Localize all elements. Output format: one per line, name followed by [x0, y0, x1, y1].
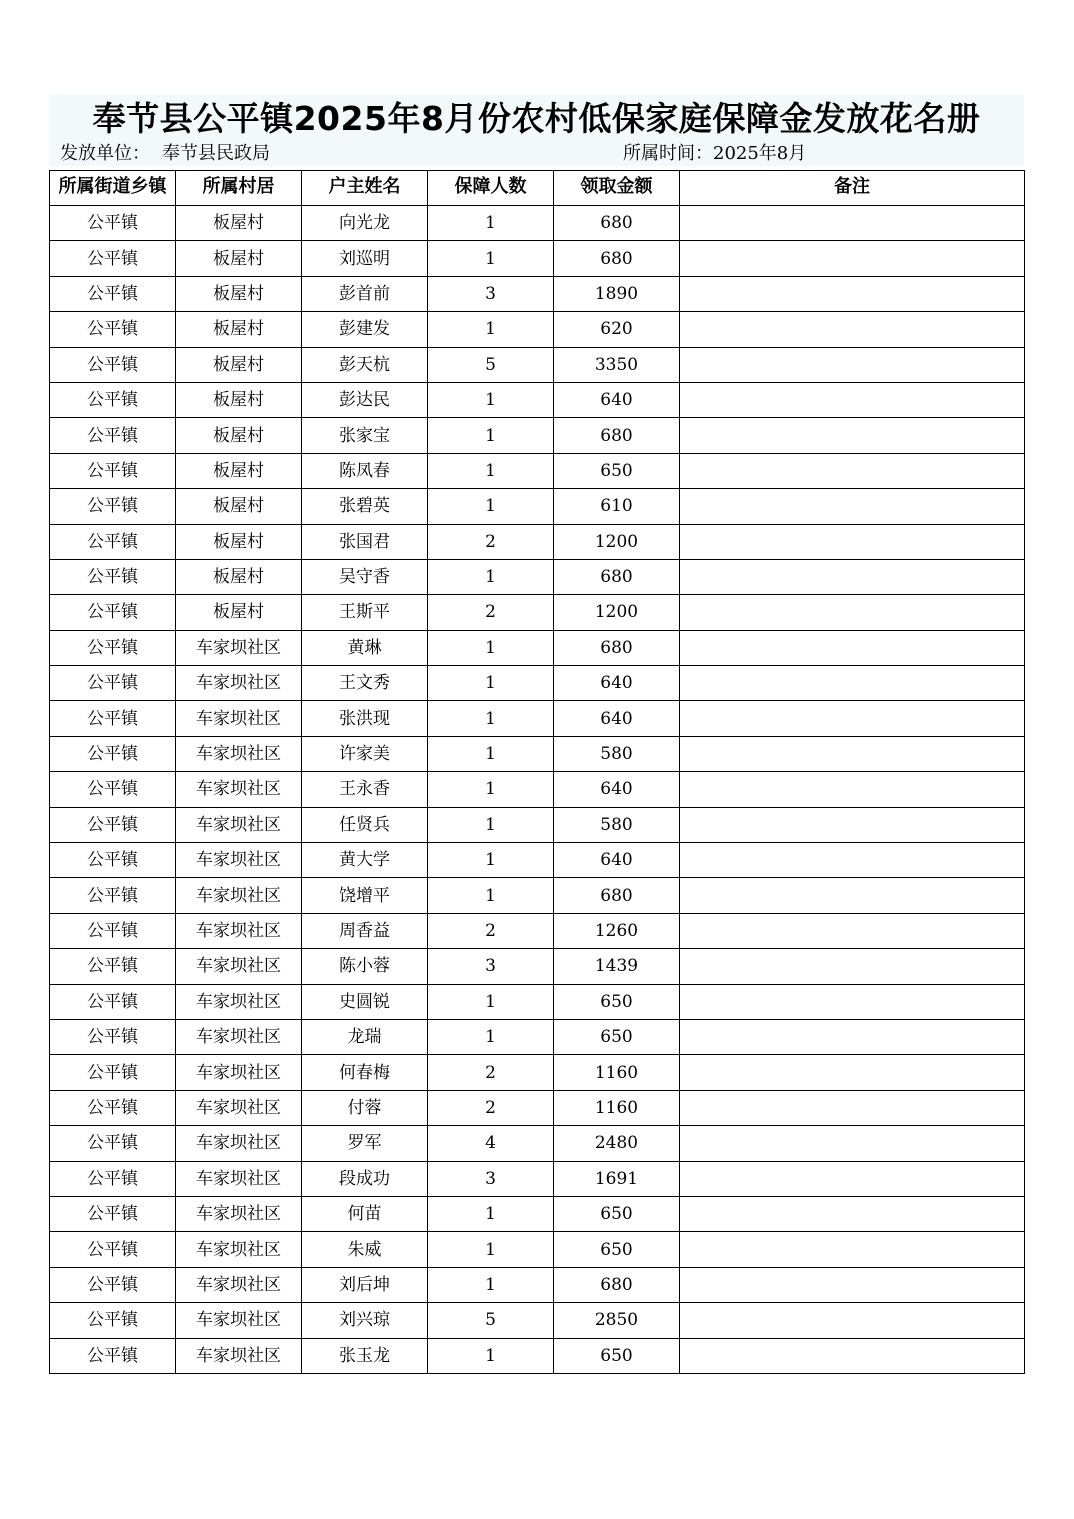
cell-name: 彭首前 [302, 276, 428, 311]
cell-town: 公平镇 [50, 382, 176, 417]
cell-village: 车家坝社区 [176, 1019, 302, 1054]
table-row [50, 1055, 1025, 1090]
cell-amount: 680 [554, 206, 680, 241]
table-row [50, 489, 1025, 524]
cell-persons: 1 [428, 1338, 554, 1373]
cell-name: 黄大学 [302, 843, 428, 878]
cell-town: 公平镇 [50, 701, 176, 736]
cell-name: 段成功 [302, 1161, 428, 1196]
cell-town: 公平镇 [50, 206, 176, 241]
cell-amount: 1890 [554, 276, 680, 311]
cell-persons: 2 [428, 913, 554, 948]
cell-persons: 1 [428, 984, 554, 1019]
cell-persons: 1 [428, 241, 554, 276]
cell-town: 公平镇 [50, 595, 176, 630]
table-row [50, 347, 1025, 382]
cell-name: 张碧英 [302, 489, 428, 524]
cell-name: 饶增平 [302, 878, 428, 913]
cell-persons: 1 [428, 312, 554, 347]
cell-persons: 1 [428, 1267, 554, 1302]
issuing-unit-label: 发放单位： [60, 143, 150, 164]
cell-amount: 1260 [554, 913, 680, 948]
table-row [50, 382, 1025, 417]
column-header-remark: 备注 [680, 171, 1025, 206]
cell-name: 吴守香 [302, 559, 428, 594]
table-row [50, 1196, 1025, 1231]
table-row [50, 241, 1025, 276]
cell-persons: 2 [428, 1055, 554, 1090]
cell-town: 公平镇 [50, 1019, 176, 1054]
cell-name: 黄琳 [302, 630, 428, 665]
cell-remark [680, 843, 1025, 878]
cell-village: 车家坝社区 [176, 949, 302, 984]
cell-remark [680, 241, 1025, 276]
cell-remark [680, 1338, 1025, 1373]
table-row [50, 913, 1025, 948]
table-row [50, 595, 1025, 630]
table-row [50, 312, 1025, 347]
cell-amount: 640 [554, 772, 680, 807]
cell-remark [680, 489, 1025, 524]
table-row [50, 559, 1025, 594]
cell-town: 公平镇 [50, 984, 176, 1019]
cell-town: 公平镇 [50, 772, 176, 807]
cell-village: 车家坝社区 [176, 736, 302, 771]
cell-amount: 1200 [554, 524, 680, 559]
cell-name: 史圆锐 [302, 984, 428, 1019]
cell-town: 公平镇 [50, 913, 176, 948]
cell-name: 陈小蓉 [302, 949, 428, 984]
cell-amount: 680 [554, 241, 680, 276]
cell-name: 任贤兵 [302, 807, 428, 842]
cell-persons: 1 [428, 1019, 554, 1054]
cell-remark [680, 347, 1025, 382]
cell-amount: 640 [554, 666, 680, 701]
cell-remark [680, 1090, 1025, 1125]
cell-town: 公平镇 [50, 347, 176, 382]
cell-name: 罗军 [302, 1126, 428, 1161]
cell-name: 刘巡明 [302, 241, 428, 276]
cell-persons: 4 [428, 1126, 554, 1161]
table-row [50, 984, 1025, 1019]
cell-village: 车家坝社区 [176, 984, 302, 1019]
cell-persons: 1 [428, 843, 554, 878]
cell-persons: 1 [428, 630, 554, 665]
table-row [50, 1126, 1025, 1161]
table-row [50, 1267, 1025, 1302]
cell-name: 王斯平 [302, 595, 428, 630]
cell-name: 张玉龙 [302, 1338, 428, 1373]
table-row [50, 772, 1025, 807]
cell-town: 公平镇 [50, 524, 176, 559]
cell-amount: 680 [554, 630, 680, 665]
cell-remark [680, 276, 1025, 311]
cell-persons: 1 [428, 1196, 554, 1231]
cell-village: 车家坝社区 [176, 1090, 302, 1125]
cell-town: 公平镇 [50, 1267, 176, 1302]
cell-name: 彭建发 [302, 312, 428, 347]
cell-persons: 1 [428, 736, 554, 771]
cell-village: 板屋村 [176, 382, 302, 417]
cell-remark [680, 312, 1025, 347]
cell-persons: 3 [428, 276, 554, 311]
column-header-town: 所属街道乡镇 [50, 171, 176, 206]
cell-amount: 680 [554, 559, 680, 594]
cell-village: 板屋村 [176, 241, 302, 276]
cell-persons: 5 [428, 1303, 554, 1338]
cell-village: 车家坝社区 [176, 1126, 302, 1161]
table-row [50, 949, 1025, 984]
cell-town: 公平镇 [50, 1055, 176, 1090]
cell-name: 张洪现 [302, 701, 428, 736]
cell-remark [680, 1055, 1025, 1090]
cell-remark [680, 736, 1025, 771]
cell-name: 周香益 [302, 913, 428, 948]
cell-persons: 2 [428, 524, 554, 559]
cell-persons: 5 [428, 347, 554, 382]
cell-remark [680, 1126, 1025, 1161]
cell-persons: 1 [428, 382, 554, 417]
cell-remark [680, 1161, 1025, 1196]
table-row [50, 524, 1025, 559]
cell-remark [680, 206, 1025, 241]
table-row [50, 453, 1025, 488]
cell-amount: 620 [554, 312, 680, 347]
cell-amount: 580 [554, 736, 680, 771]
cell-remark [680, 1303, 1025, 1338]
cell-town: 公平镇 [50, 1126, 176, 1161]
cell-village: 板屋村 [176, 453, 302, 488]
cell-village: 车家坝社区 [176, 913, 302, 948]
cell-town: 公平镇 [50, 630, 176, 665]
cell-amount: 1691 [554, 1161, 680, 1196]
cell-remark [680, 1019, 1025, 1054]
cell-town: 公平镇 [50, 807, 176, 842]
cell-town: 公平镇 [50, 736, 176, 771]
cell-town: 公平镇 [50, 843, 176, 878]
table-row [50, 1019, 1025, 1054]
cell-town: 公平镇 [50, 276, 176, 311]
cell-village: 板屋村 [176, 524, 302, 559]
table-row [50, 1303, 1025, 1338]
cell-town: 公平镇 [50, 418, 176, 453]
cell-town: 公平镇 [50, 559, 176, 594]
cell-remark [680, 984, 1025, 1019]
cell-amount: 1200 [554, 595, 680, 630]
cell-name: 刘兴琼 [302, 1303, 428, 1338]
cell-amount: 640 [554, 382, 680, 417]
cell-name: 向光龙 [302, 206, 428, 241]
cell-town: 公平镇 [50, 241, 176, 276]
roster-body [50, 206, 1025, 1374]
cell-village: 车家坝社区 [176, 1338, 302, 1373]
cell-amount: 2850 [554, 1303, 680, 1338]
column-header-name: 户主姓名 [302, 171, 428, 206]
table-row [50, 701, 1025, 736]
cell-remark [680, 772, 1025, 807]
cell-village: 车家坝社区 [176, 1267, 302, 1302]
cell-persons: 1 [428, 489, 554, 524]
cell-town: 公平镇 [50, 666, 176, 701]
cell-amount: 2480 [554, 1126, 680, 1161]
cell-persons: 1 [428, 772, 554, 807]
cell-village: 车家坝社区 [176, 1055, 302, 1090]
cell-name: 王文秀 [302, 666, 428, 701]
cell-persons: 1 [428, 666, 554, 701]
table-row [50, 418, 1025, 453]
cell-amount: 680 [554, 878, 680, 913]
cell-village: 车家坝社区 [176, 843, 302, 878]
period-label: 所属时间： [623, 143, 713, 164]
cell-persons: 1 [428, 701, 554, 736]
cell-village: 板屋村 [176, 559, 302, 594]
cell-name: 彭达民 [302, 382, 428, 417]
cell-town: 公平镇 [50, 1090, 176, 1125]
cell-village: 车家坝社区 [176, 772, 302, 807]
cell-town: 公平镇 [50, 1303, 176, 1338]
column-header-persons: 保障人数 [428, 171, 554, 206]
roster-table [49, 170, 1025, 1374]
cell-amount: 650 [554, 1196, 680, 1231]
cell-remark [680, 701, 1025, 736]
cell-persons: 1 [428, 418, 554, 453]
cell-persons: 2 [428, 1090, 554, 1125]
cell-amount: 680 [554, 418, 680, 453]
cell-amount: 640 [554, 843, 680, 878]
cell-town: 公平镇 [50, 453, 176, 488]
period-value: 2025年8月 [713, 143, 807, 164]
cell-remark [680, 630, 1025, 665]
cell-name: 彭天杭 [302, 347, 428, 382]
cell-persons: 1 [428, 206, 554, 241]
cell-amount: 680 [554, 1267, 680, 1302]
cell-remark [680, 524, 1025, 559]
table-header-row [50, 171, 1025, 206]
cell-remark [680, 913, 1025, 948]
column-header-village: 所属村居 [176, 171, 302, 206]
cell-persons: 3 [428, 949, 554, 984]
cell-name: 龙瑞 [302, 1019, 428, 1054]
cell-remark [680, 559, 1025, 594]
cell-amount: 1160 [554, 1090, 680, 1125]
cell-name: 陈凤春 [302, 453, 428, 488]
cell-town: 公平镇 [50, 949, 176, 984]
cell-village: 板屋村 [176, 489, 302, 524]
cell-remark [680, 949, 1025, 984]
cell-town: 公平镇 [50, 878, 176, 913]
cell-persons: 1 [428, 1232, 554, 1267]
cell-name: 王永香 [302, 772, 428, 807]
cell-persons: 1 [428, 807, 554, 842]
cell-name: 张国君 [302, 524, 428, 559]
cell-village: 板屋村 [176, 418, 302, 453]
table-row [50, 807, 1025, 842]
cell-persons: 1 [428, 878, 554, 913]
cell-amount: 650 [554, 1338, 680, 1373]
cell-amount: 640 [554, 701, 680, 736]
table-row [50, 666, 1025, 701]
cell-amount: 650 [554, 984, 680, 1019]
table-row [50, 206, 1025, 241]
cell-village: 车家坝社区 [176, 666, 302, 701]
cell-name: 何春梅 [302, 1055, 428, 1090]
table-row [50, 1232, 1025, 1267]
cell-amount: 3350 [554, 347, 680, 382]
page-title: 奉节县公平镇2025年8月份农村低保家庭保障金发放花名册 [92, 99, 981, 138]
cell-amount: 650 [554, 453, 680, 488]
table-row [50, 276, 1025, 311]
column-header-amount: 领取金额 [554, 171, 680, 206]
cell-village: 车家坝社区 [176, 807, 302, 842]
issuing-unit [60, 141, 270, 167]
cell-village: 板屋村 [176, 276, 302, 311]
cell-remark [680, 382, 1025, 417]
cell-remark [680, 878, 1025, 913]
period [623, 141, 806, 167]
cell-name: 付蓉 [302, 1090, 428, 1125]
cell-amount: 610 [554, 489, 680, 524]
cell-town: 公平镇 [50, 1338, 176, 1373]
cell-remark [680, 666, 1025, 701]
cell-remark [680, 1232, 1025, 1267]
issuing-unit-value: 奉节县民政局 [162, 143, 270, 164]
table-row [50, 1090, 1025, 1125]
cell-name: 许家美 [302, 736, 428, 771]
table-row [50, 630, 1025, 665]
cell-amount: 580 [554, 807, 680, 842]
cell-persons: 1 [428, 453, 554, 488]
cell-village: 车家坝社区 [176, 1232, 302, 1267]
cell-amount: 1439 [554, 949, 680, 984]
cell-amount: 650 [554, 1019, 680, 1054]
cell-remark [680, 1267, 1025, 1302]
cell-village: 车家坝社区 [176, 630, 302, 665]
cell-name: 朱威 [302, 1232, 428, 1267]
table-row [50, 843, 1025, 878]
cell-town: 公平镇 [50, 312, 176, 347]
cell-amount: 650 [554, 1232, 680, 1267]
cell-amount: 1160 [554, 1055, 680, 1090]
cell-town: 公平镇 [50, 1161, 176, 1196]
cell-village: 车家坝社区 [176, 1303, 302, 1338]
cell-remark [680, 418, 1025, 453]
table-row [50, 736, 1025, 771]
cell-persons: 2 [428, 595, 554, 630]
cell-village: 车家坝社区 [176, 1196, 302, 1231]
cell-village: 车家坝社区 [176, 701, 302, 736]
table-row [50, 878, 1025, 913]
cell-town: 公平镇 [50, 1232, 176, 1267]
cell-village: 板屋村 [176, 595, 302, 630]
cell-name: 张家宝 [302, 418, 428, 453]
cell-village: 板屋村 [176, 347, 302, 382]
cell-persons: 1 [428, 559, 554, 594]
cell-remark [680, 807, 1025, 842]
cell-remark [680, 1196, 1025, 1231]
cell-village: 车家坝社区 [176, 1161, 302, 1196]
cell-village: 车家坝社区 [176, 878, 302, 913]
cell-village: 板屋村 [176, 312, 302, 347]
cell-village: 板屋村 [176, 206, 302, 241]
cell-name: 刘后坤 [302, 1267, 428, 1302]
cell-town: 公平镇 [50, 1196, 176, 1231]
table-row [50, 1161, 1025, 1196]
cell-name: 何苗 [302, 1196, 428, 1231]
cell-town: 公平镇 [50, 489, 176, 524]
cell-persons: 3 [428, 1161, 554, 1196]
table-row [50, 1338, 1025, 1373]
cell-remark [680, 453, 1025, 488]
cell-remark [680, 595, 1025, 630]
